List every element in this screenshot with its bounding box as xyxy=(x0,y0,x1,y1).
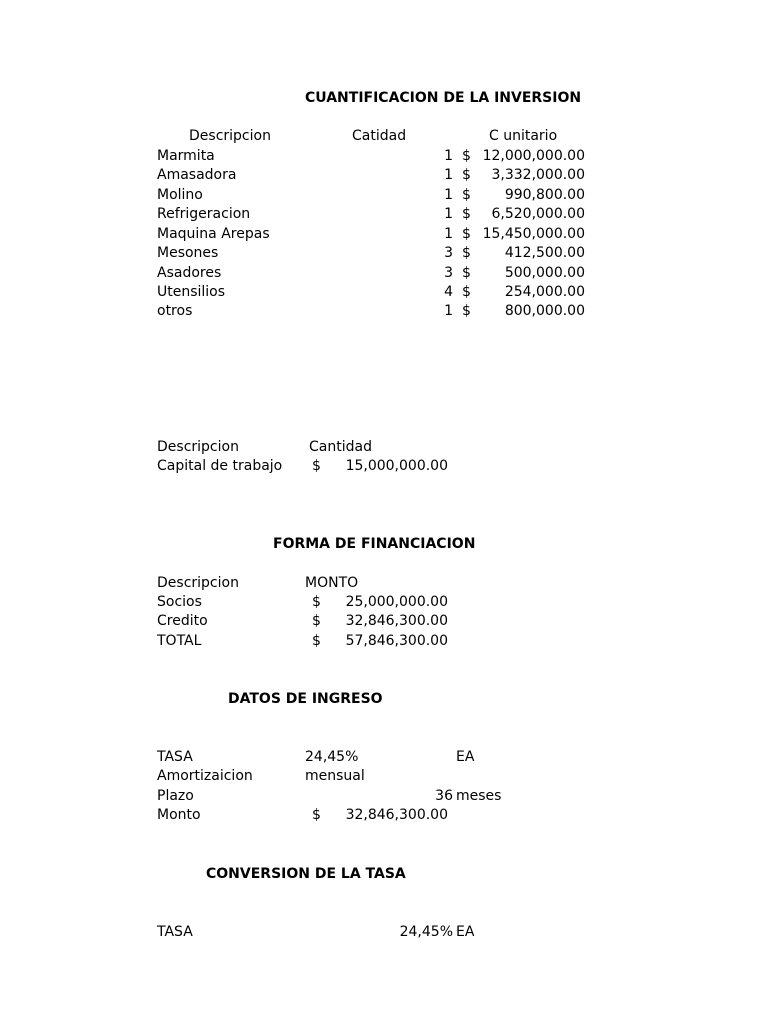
ingreso-amortizacion-label: Amortizaicion xyxy=(157,768,253,784)
conversion-title: CONVERSION DE LA TASA xyxy=(206,866,406,882)
table-row-valor: 990,800.00 xyxy=(504,187,585,203)
table-row-descripcion: Utensilios xyxy=(157,284,226,300)
table-row-cantidad: 1 xyxy=(444,303,453,319)
header-cantidad: Catidad xyxy=(352,128,407,144)
conversion-tasa-unit: EA xyxy=(456,924,475,940)
table-row-descripcion: TOTAL xyxy=(157,633,202,649)
table-row-valor: 57,846,300.00 xyxy=(345,633,448,649)
table-row-cantidad: 1 xyxy=(444,148,453,164)
table-row-descripcion: Marmita xyxy=(157,148,215,164)
currency-symbol: $ xyxy=(462,167,471,183)
table-row-cantidad: 1 xyxy=(444,167,453,183)
ingreso-title: DATOS DE INGRESO xyxy=(228,691,383,707)
ingreso-tasa-unit: EA xyxy=(456,749,475,765)
header-descripcion: Descripcion xyxy=(189,128,271,144)
ingreso-plazo-label: Plazo xyxy=(157,788,194,804)
ingreso-plazo-value: 36 xyxy=(435,788,453,804)
financiacion-header-monto: MONTO xyxy=(305,575,359,591)
table-row-valor: 12,000,000.00 xyxy=(482,148,585,164)
currency-symbol: $ xyxy=(462,206,471,222)
conversion-tasa-label: TASA xyxy=(157,924,193,940)
currency-symbol: $ xyxy=(462,265,471,281)
table-row-descripcion: Mesones xyxy=(157,245,219,261)
currency-symbol: $ xyxy=(462,303,471,319)
currency-symbol: $ xyxy=(462,226,471,242)
table-row-descripcion: otros xyxy=(157,303,193,319)
table-row-valor: 15,450,000.00 xyxy=(482,226,585,242)
header-unitario: C unitario xyxy=(489,128,558,144)
ingreso-plazo-unit: meses xyxy=(456,788,502,804)
table-row-descripcion: Molino xyxy=(157,187,203,203)
table-row-cantidad: 1 xyxy=(444,187,453,203)
currency-symbol: $ xyxy=(462,284,471,300)
table-row-valor: 500,000.00 xyxy=(504,265,585,281)
ingreso-monto-label: Monto xyxy=(157,807,201,823)
table-row-descripcion: Maquina Arepas xyxy=(157,226,270,242)
capital-header-cantidad: Cantidad xyxy=(309,439,372,455)
table-row-cantidad: 3 xyxy=(444,245,453,261)
table-row-descripcion: Socios xyxy=(157,594,202,610)
currency-symbol: $ xyxy=(462,148,471,164)
ingreso-monto-value: 32,846,300.00 xyxy=(345,807,448,823)
ingreso-tasa-label: TASA xyxy=(157,749,193,765)
capital-row-descripcion: Capital de trabajo xyxy=(157,458,283,474)
ingreso-amortizacion-value: mensual xyxy=(305,768,365,784)
table-row-cantidad: 1 xyxy=(444,226,453,242)
table-row-cantidad: 3 xyxy=(444,265,453,281)
table-row-valor: 32,846,300.00 xyxy=(345,613,448,629)
currency-symbol: $ xyxy=(312,633,321,649)
table-row-valor: 6,520,000.00 xyxy=(491,206,585,222)
capital-row-valor: 15,000,000.00 xyxy=(345,458,448,474)
table-row-cantidad: 4 xyxy=(444,284,453,300)
capital-header-descripcion: Descripcion xyxy=(157,439,239,455)
table-row-valor: 800,000.00 xyxy=(504,303,585,319)
table-row-valor: 3,332,000.00 xyxy=(491,167,585,183)
currency-symbol: $ xyxy=(312,807,321,823)
financiacion-title: FORMA DE FINANCIACION xyxy=(273,536,476,552)
table-row-cantidad: 1 xyxy=(444,206,453,222)
conversion-tasa-value: 24,45% xyxy=(399,924,453,940)
currency-symbol: $ xyxy=(462,245,471,261)
table-row-valor: 25,000,000.00 xyxy=(345,594,448,610)
currency-symbol: $ xyxy=(312,613,321,629)
inversion-title: CUANTIFICACION DE LA INVERSION xyxy=(305,90,582,106)
currency-symbol: $ xyxy=(312,458,321,474)
table-row-descripcion: Credito xyxy=(157,613,208,629)
table-row-descripcion: Refrigeracion xyxy=(157,206,251,222)
financiacion-header-descripcion: Descripcion xyxy=(157,575,239,591)
table-row-descripcion: Amasadora xyxy=(157,167,237,183)
currency-symbol: $ xyxy=(312,594,321,610)
ingreso-tasa-value: 24,45% xyxy=(305,749,359,765)
currency-symbol: $ xyxy=(462,187,471,203)
table-row-valor: 412,500.00 xyxy=(504,245,585,261)
table-row-descripcion: Asadores xyxy=(157,265,222,281)
table-row-valor: 254,000.00 xyxy=(504,284,585,300)
